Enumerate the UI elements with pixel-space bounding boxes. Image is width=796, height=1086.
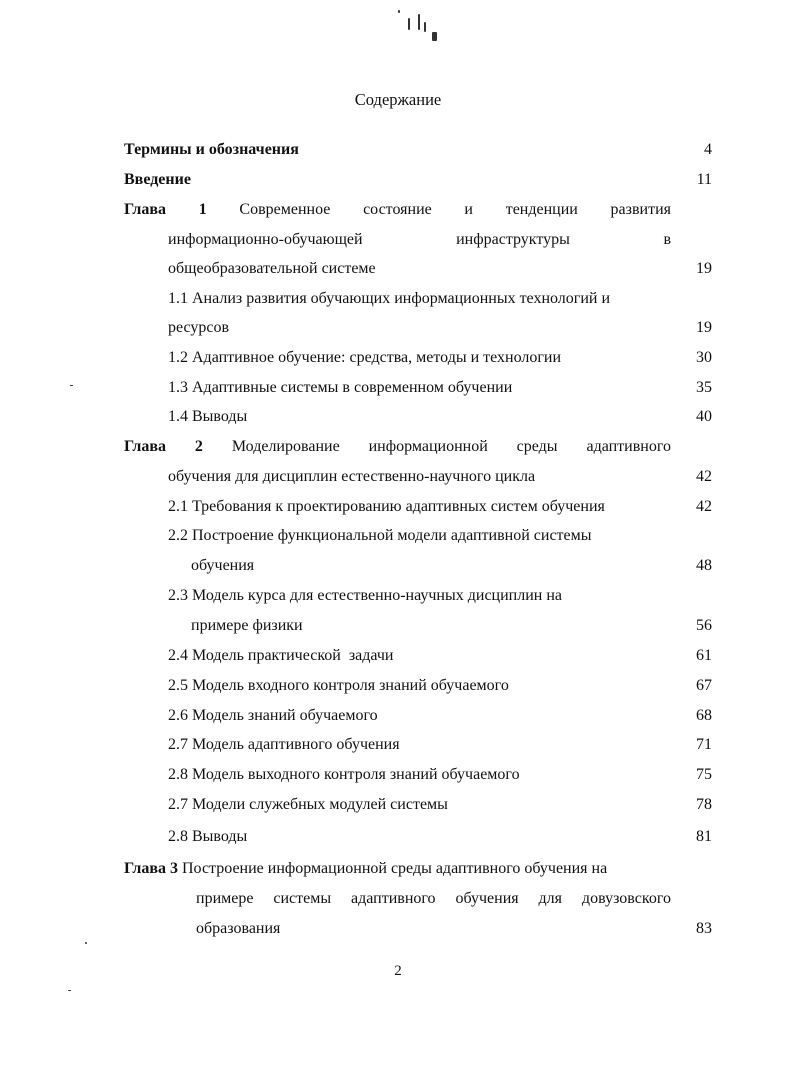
toc-section-1-4: 1.4 Выводы <box>168 408 248 425</box>
toc-page-chapter-3: 83 <box>696 920 712 937</box>
toc-section-2-7-service: 2.7 Модели служебных модулей системы <box>168 796 448 813</box>
page-number: 2 <box>394 963 402 979</box>
toc-page-terms: 4 <box>704 141 712 158</box>
toc-page-chapter-2: 42 <box>696 468 712 485</box>
toc-page-chapter-1: 19 <box>696 260 712 277</box>
toc-section-2-2-line1: 2.2 Построение функциональной модели адаптивной системы <box>168 527 592 544</box>
toc-section-2-3-line1: 2.3 Модель курса для естественно-научных дисциплин на <box>168 587 562 604</box>
toc-page-section-2-8: 75 <box>696 766 712 783</box>
toc-page-section-1-1: 19 <box>696 319 712 336</box>
toc-chapter-3-line2: примере системы адаптивного обучения для довузовского <box>196 890 671 907</box>
scan-speck <box>424 22 426 32</box>
toc-section-2-5: 2.5 Модель входного контроля знаний обучаемого <box>168 677 509 694</box>
toc-section-1-1-line2: ресурсов <box>168 319 230 336</box>
scan-speck <box>418 14 420 30</box>
toc-chapter-3-line1: Глава 3 Построение информационной среды адаптивного обучения на <box>124 860 608 877</box>
toc-page-section-1-3: 35 <box>696 379 712 396</box>
toc-page-section-2-5: 67 <box>696 677 712 694</box>
toc-page-section-1-2: 30 <box>696 349 712 366</box>
page-title: Содержание <box>354 90 442 109</box>
toc-page-section-2-7-service: 78 <box>696 796 712 813</box>
toc-page-intro: 11 <box>696 171 712 188</box>
toc-section-1-2: 1.2 Адаптивное обучение: средства, методы и технологии <box>168 349 562 366</box>
chapter-1-line1: Глава 1 Современное состояние и тенденции развития <box>124 201 671 218</box>
chapter-1-line2: информационно-обучающей инфраструктуры в <box>168 231 671 248</box>
scan-speck <box>70 385 73 386</box>
chapter-1-line3: общеобразовательной системе <box>168 260 376 277</box>
scan-speck <box>398 10 400 13</box>
toc-page-section-1-4: 40 <box>696 408 712 425</box>
scan-speck <box>408 18 410 30</box>
toc-section-2-3-line2: примере физики <box>191 617 303 634</box>
toc-chapter-2-line1: Глава 2 Моделирование информационной среды адаптивного <box>124 438 672 455</box>
toc-section-2-6: 2.6 Модель знаний обучаемого <box>168 707 378 724</box>
toc-chapter-3-line3: образования <box>196 920 281 937</box>
toc-page-section-2-6: 68 <box>696 707 712 724</box>
toc-section-2-7: 2.7 Модель адаптивного обучения <box>168 736 400 753</box>
toc-section-1-1-line1: 1.1 Анализ развития обучающих информационных технологий и <box>168 290 611 307</box>
toc-section-1-3: 1.3 Адаптивные системы в современном обучении <box>168 379 513 396</box>
scan-speck <box>432 32 437 41</box>
toc-section-2-1: 2.1 Требования к проектированию адаптивных систем обучения <box>168 498 605 515</box>
toc-page-section-2-8-conclusions: 81 <box>696 828 712 845</box>
toc-section-2-8-conclusions: 2.8 Выводы <box>168 828 248 845</box>
scan-speck <box>68 990 71 991</box>
toc-chapter-1 <box>124 199 671 221</box>
toc-entry-intro: Введение <box>124 171 191 188</box>
toc-chapter-2-line2: обучения для дисциплин естественно-научного цикла <box>168 468 536 485</box>
toc-section-2-2-line2: обучения <box>191 557 255 574</box>
toc-page-section-2-3: 56 <box>696 617 712 634</box>
scan-speck <box>85 942 87 944</box>
toc-section-2-4: 2.4 Модель практической задачи <box>168 647 394 664</box>
toc-page-section-2-4: 61 <box>696 647 712 664</box>
toc-entry-terms: Термины и обозначения <box>124 141 299 158</box>
toc-page-section-2-1: 42 <box>696 498 712 515</box>
toc-page-section-2-7: 71 <box>696 736 712 753</box>
toc-page-section-2-2: 48 <box>696 557 712 574</box>
toc-section-2-8: 2.8 Модель выходного контроля знаний обучаемого <box>168 766 520 783</box>
